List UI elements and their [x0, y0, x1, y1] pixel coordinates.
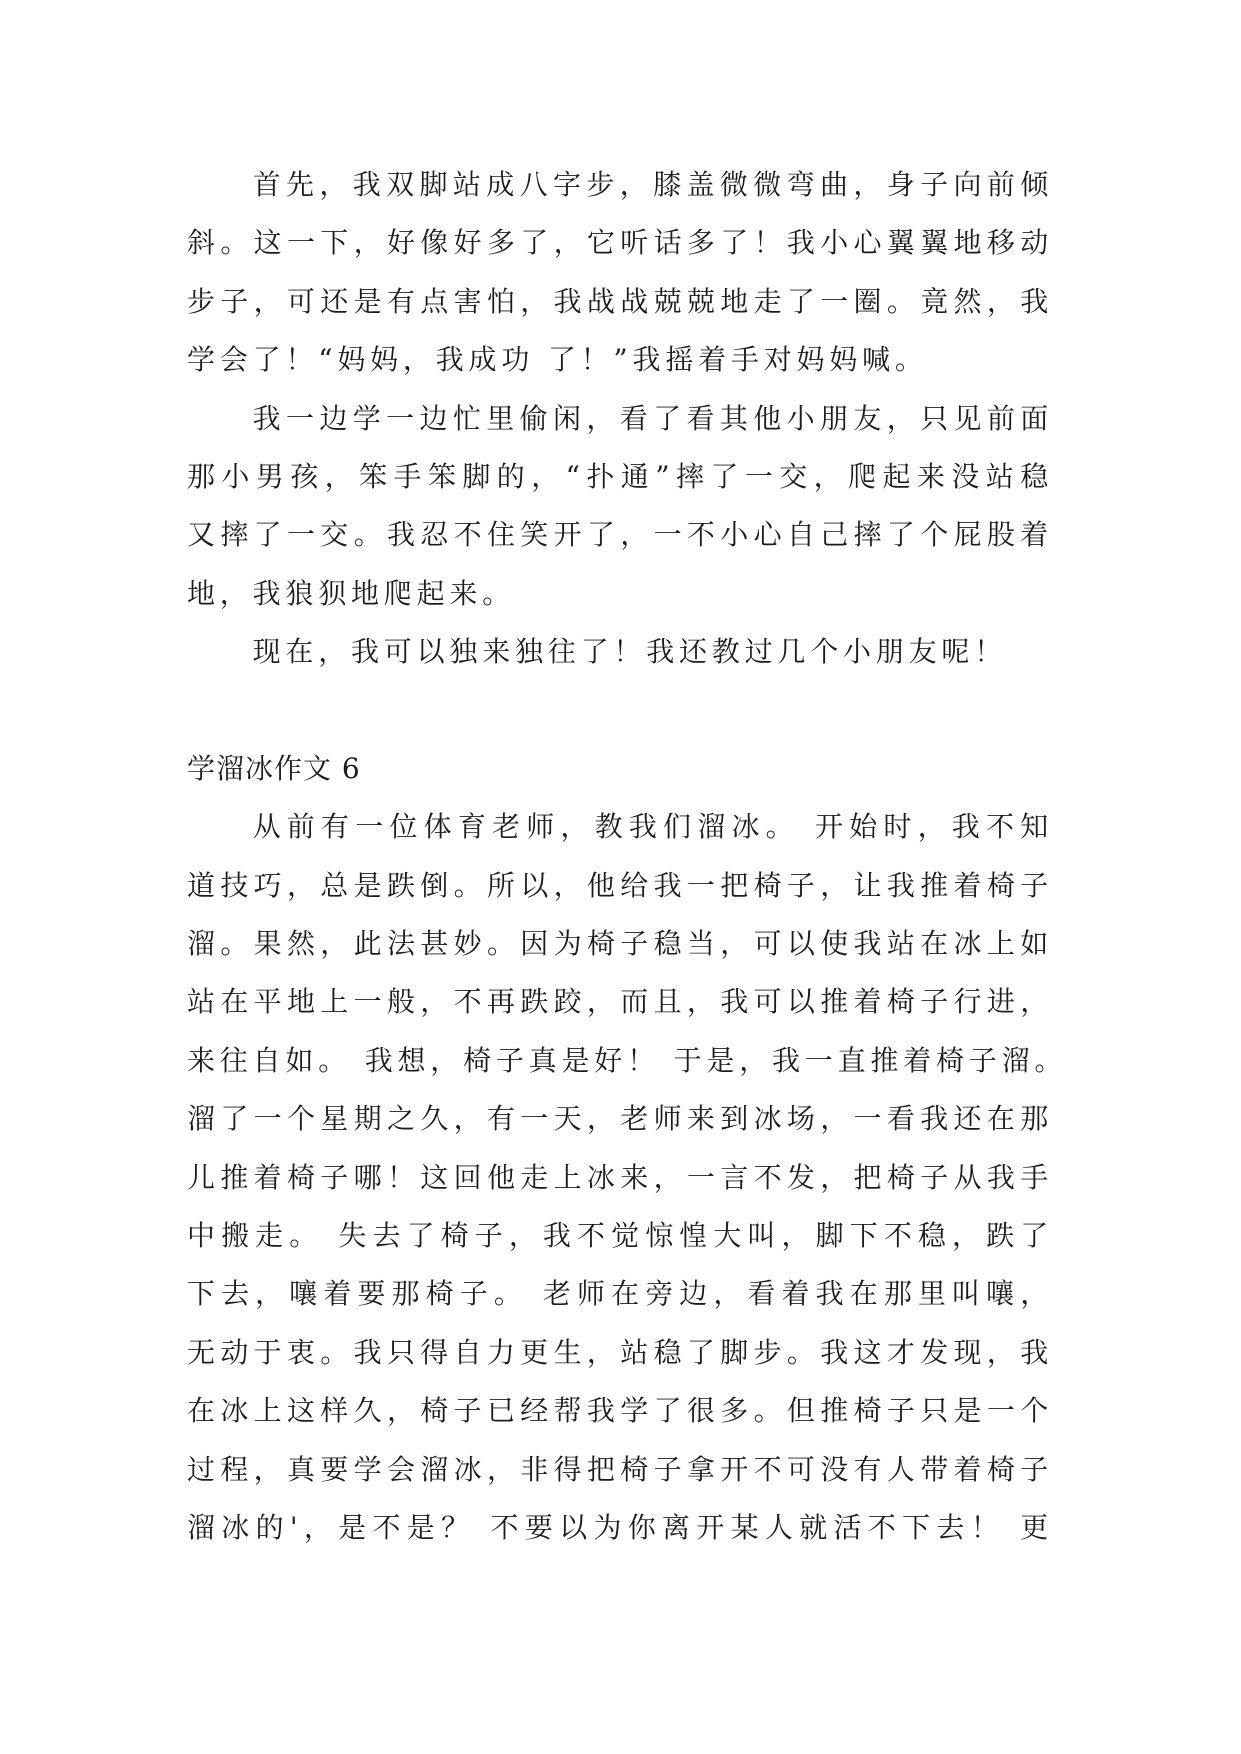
text-line: 道技巧，总是跌倒。所以，他给我一把椅子，让我推着椅子 — [187, 868, 1053, 902]
document-body — [187, 156, 1068, 1557]
paragraph — [187, 623, 1053, 681]
paragraph — [187, 798, 1068, 1557]
text-line: 我一边学一边忙里偷闲，看了看其他小朋友，只见前面 — [252, 401, 1053, 435]
text-line: 地，我狼狈地爬起来。 — [187, 576, 516, 610]
text-line: 中搬走。 失去了椅子，我不觉惊惶大叫，脚下不稳，跌了 — [187, 1219, 1053, 1253]
text-line: 首先，我双脚站成八字步，膝盖微微弯曲，身子向前倾 — [252, 168, 1053, 201]
text-line: 下去，嚷着要那椅子。 老师在旁边，看着我在那里叫嚷， — [187, 1277, 1053, 1311]
text-line: 学会了！“妈妈，我成功 了！”我摇着手对妈妈喊。 — [187, 343, 928, 377]
text-line: 站在平地上一般，不再跌跤，而且，我可以推着椅子行进， — [187, 985, 1053, 1019]
text-line: 溜冰的'，是不是？ 不要以为你离开某人就活不下去！ 更 — [187, 1510, 1053, 1544]
text-line: 现在，我可以独来独往了！我还教过几个小朋友呢！ — [252, 635, 1007, 669]
paragraph — [187, 156, 1053, 390]
paragraph — [187, 390, 1053, 624]
text-line: 过程，真要学会溜冰，非得把椅子拿开不可没有人带着椅子 — [187, 1452, 1053, 1486]
text-line: 步子，可还是有点害怕，我战战兢兢地走了一圈。竟然，我 — [187, 284, 1053, 318]
text-line: 来往自如。 我想，椅子真是好！ 于是，我一直推着椅子溜。 — [187, 1043, 1068, 1077]
text-line: 在冰上这样久，椅子已经帮我学了很多。但推椅子只是一个 — [187, 1394, 1053, 1428]
text-line: 又摔了一交。我忍不住笑开了，一不小心自己摔了个屁股着 — [187, 518, 1053, 552]
text-line: 从前有一位体育老师，教我们溜冰。 开始时，我不知 — [252, 810, 1053, 844]
text-line: 儿推着椅子哪！这回他走上冰来，一言不发，把椅子从我手 — [187, 1160, 1053, 1194]
section-heading: 学溜冰作文 6 — [187, 751, 361, 785]
text-line: 那小男孩，笨手笨脚的，“扑通”摔了一交，爬起来没站稳 — [187, 459, 1053, 493]
text-line: 斜。这一下，好像好多了，它听话多了！我小心翼翼地移动 — [187, 226, 1053, 260]
text-line: 溜。果然，此法甚妙。因为椅子稳当，可以使我站在冰上如 — [187, 927, 1053, 961]
text-line: 溜了一个星期之久，有一天，老师来到冰场，一看我还在那 — [187, 1102, 1053, 1136]
text-line: 无动于衷。我只得自力更生，站稳了脚步。我这才发现，我 — [187, 1335, 1053, 1369]
